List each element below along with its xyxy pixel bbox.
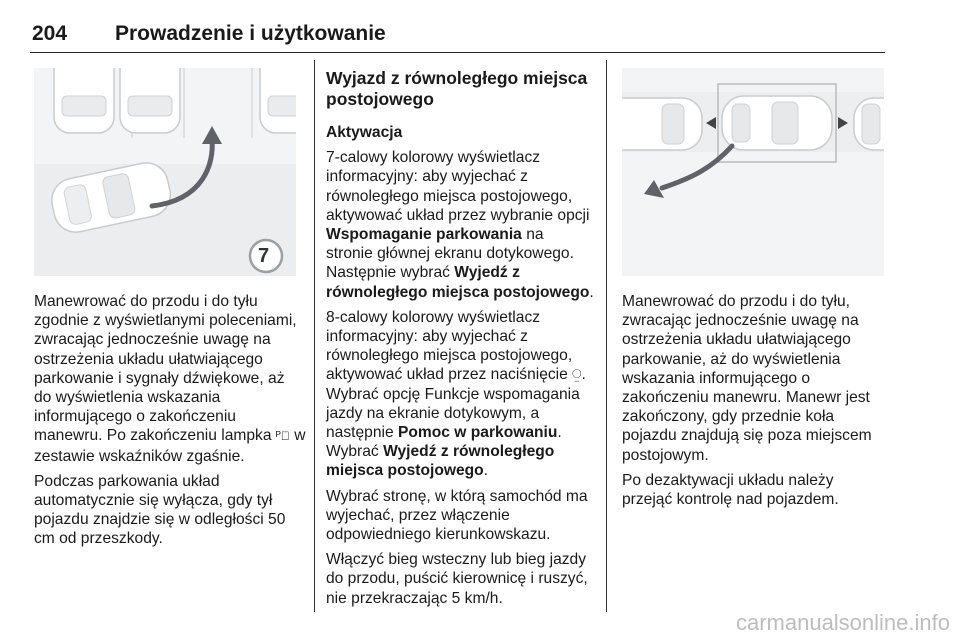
steering-wheel-icon: ⍜ xyxy=(572,366,582,384)
paragraph: Włączyć bieg wsteczny lub bieg jazdy do przodu, puścić kierownicę i ruszyć, nie przekraczając 5 km/h. xyxy=(326,551,588,607)
paragraph xyxy=(326,308,594,481)
menu-option-text: Wyjedź z równoległego miejsca postojowego xyxy=(326,443,555,480)
paragraph-text: . Wybrać xyxy=(326,424,562,461)
paragraph: Podczas parkowania układ automatycznie się wyłącza, gdy tył pojazdu znajdzie się w odległości 50 cm od przeszkody. xyxy=(34,472,286,548)
parking-indicator-icon: ᴾ⃝ xyxy=(275,429,290,444)
paragraph: Manewrować do przodu i do tyłu, zwracając jednocześnie uwagę na ostrzeżenia układu ułatwiającego parkowanie, aż do wyświetlenia wskazania informującego o zakończeniu manewru. Manewr jest zakończony, gdy przednie koła pojazdu znajdują się poza miejscem postojowym. xyxy=(622,293,872,464)
paragraph: Po dezaktywacji układu należy przejąć kontrolę nad pojazdem. xyxy=(622,471,839,509)
page-number: 204 xyxy=(32,22,68,45)
paragraph-text: . xyxy=(589,283,594,301)
parking-diagram xyxy=(34,68,296,276)
column-divider xyxy=(314,60,315,612)
paragraph: Wybrać stronę, w którą samochód ma wyjechać, przez włączenie odpowiedniego kierunkowskazu. xyxy=(326,487,588,544)
menu-option-text: Pomoc w parkowaniu xyxy=(397,424,558,442)
column-right xyxy=(622,292,888,515)
paragraph-text: Manewrować do przodu i do tyłu zgodnie z wyświetlanymi poleceniami, zwracając jednocześnie uwagę na ostrzeżenia układu ułatwiającego parkowanie i sygnały dźwiękowe, aż do wyświetlenia wskazania informującego o zakończeniu manewru. Po zakończeniu lampka xyxy=(34,293,297,445)
menu-option-text: Wyjedź z równoległego miejsca postojowego xyxy=(326,264,590,301)
subheading: Aktywacja xyxy=(326,124,403,141)
paragraph-text: 7-calowy kolorowy wyświetlacz informacyjny: aby wyjechać z równoległego miejsca postojowego, aktywować układ przez wybranie opcji xyxy=(326,149,590,224)
parking-illustration xyxy=(34,68,296,276)
column-divider xyxy=(606,60,607,612)
page-title: Prowadzenie i użytkowanie xyxy=(115,22,386,45)
paragraph-text: 8-calowy kolorowy wyświetlacz informacyjny: aby wyjechać z równoległego miejsca postojowego, aktywować układ przez naciśnięcie xyxy=(326,308,573,384)
exit-diagram xyxy=(622,68,884,276)
menu-option-text: Wspomaganie parkowania xyxy=(326,226,522,244)
section-heading: Wyjazd z równoległego miejsca postojowego xyxy=(326,68,588,109)
paragraph xyxy=(326,148,594,302)
paragraph-text: . Wybrać opcję Funkcje wspomagania jazdy na ekranie dotykowym, a następnie xyxy=(326,366,586,442)
paragraph xyxy=(34,292,306,466)
page-header xyxy=(30,18,885,53)
column-middle xyxy=(326,68,594,614)
column-left xyxy=(34,292,306,555)
figure-number: 7 xyxy=(258,245,270,267)
watermark: carmanualsonline.info xyxy=(735,610,950,635)
paragraph-text: na stronie głównej ekranu dotykowego. Następnie wybrać xyxy=(326,226,574,282)
paragraph-text: w zestawie wskaźników zgaśnie. xyxy=(34,427,306,465)
exit-parking-illustration xyxy=(622,68,884,276)
paragraph-text: . xyxy=(483,462,489,480)
